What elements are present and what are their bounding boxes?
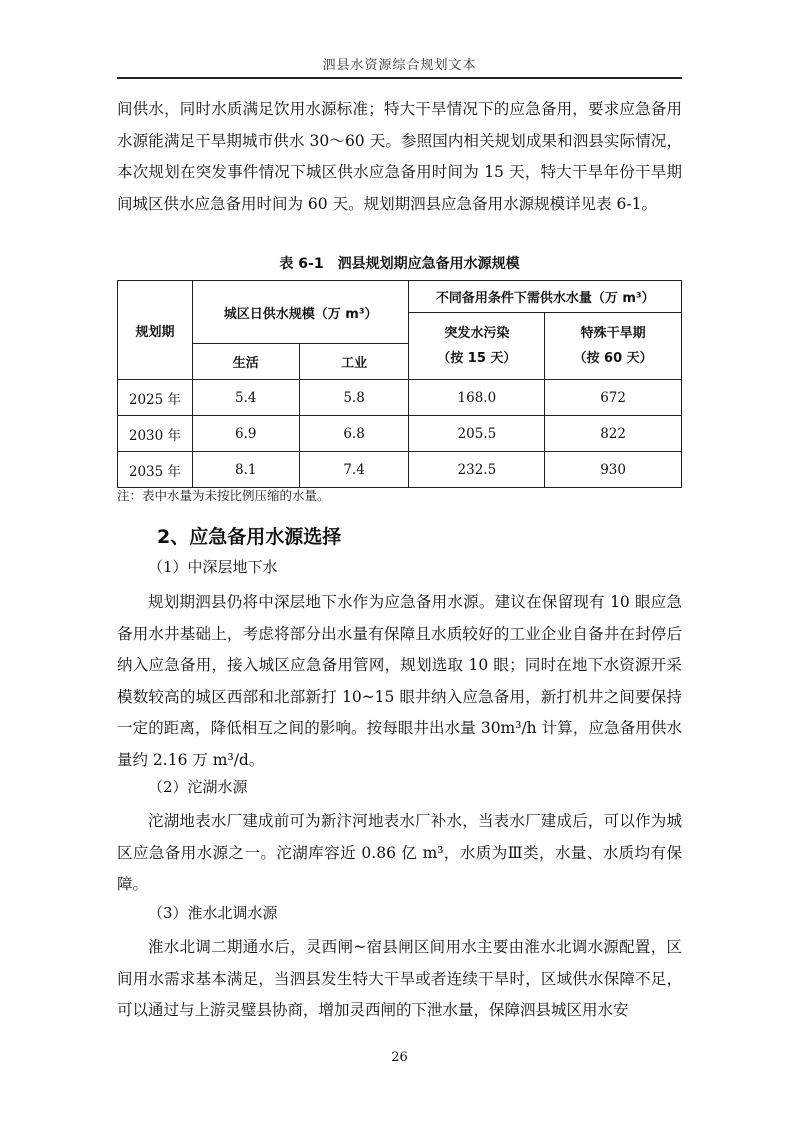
subsection-title-huaishui: （3）淮水北调水源 (148, 904, 278, 922)
table-row (118, 452, 682, 488)
table-caption: 表 6-1 泗县规划期应急备用水源规模 (279, 256, 520, 272)
page-header: 泗县水资源综合规划文本 (322, 58, 477, 73)
emergency-water-table (117, 280, 682, 488)
page-number: 26 (391, 1050, 408, 1065)
header-pollution (409, 313, 545, 380)
cell-life: 8.1 (192, 452, 299, 488)
cell-pollution: 168.0 (409, 380, 545, 416)
cell-pollution: 205.5 (409, 416, 545, 452)
section-title: 2、应急备用水源选择 (157, 526, 342, 548)
cell-industry: 7.4 (299, 452, 409, 488)
table-row (118, 380, 682, 416)
subsection-title-groundwater: （1）中深层地下水 (148, 558, 278, 576)
header-industry: 工业 (299, 344, 409, 380)
table-row (118, 416, 682, 452)
header-pollution-line2: （按 15 天） (437, 351, 517, 366)
header-rule (117, 77, 682, 79)
header-life: 生活 (192, 344, 299, 380)
cell-life: 6.9 (192, 416, 299, 452)
header-drought (545, 313, 682, 380)
cell-drought: 930 (545, 452, 682, 488)
cell-drought: 672 (545, 380, 682, 416)
header-daily-supply: 城区日供水规模（万 m³） (192, 281, 409, 344)
header-drought-line1: 特殊干旱期 (580, 326, 646, 341)
cell-industry: 5.8 (299, 380, 409, 416)
cell-drought: 822 (545, 416, 682, 452)
cell-pollution: 232.5 (409, 452, 545, 488)
paragraph-groundwater: 规划期泗县仍将中深层地下水作为应急备用水源。建议在保留现有 10 眼应急备用水井基础上，考虑将部分出水量有保障且水质较好的工业企业自备井在封停后纳入应急备用，接入城区应急备用管网，规划选取 10 眼；同时在地下水资源开采模数较高的城区西部和北部新打 10~15 眼井纳入应急备用，新打机井之间要保持一定的距离，降低相互之间的影响。按每眼井出水量 30m³/h 计算，应急备用供水量约 2.16 万 m³/d。 (117, 593, 682, 769)
header-period: 规划期 (118, 281, 193, 380)
table-note: 注：表中水量为未按比例压缩的水量。 (117, 488, 330, 503)
paragraph-continued: 间供水，同时水质满足饮用水源标准；特大干旱情况下的应急备用，要求应急备用水源能满足干旱期城市供水 30～60 天。参照国内相关规划成果和泗县实际情况，本次规划在突发事件情况下城区供水应急备用时间为 15 天，特大干旱年份干旱期间城区供水应急备用时间为 60 天。规划期泗县应急备用水源规模详见表 6-1。 (117, 100, 682, 213)
paragraph-tuohu: 沱湖地表水厂建成前可为新汴河地表水厂补水，当表水厂建成后，可以作为城区应急备用水源之一。沱湖库容近 0.86 亿 m³，水质为Ⅲ类，水量、水质均有保障。 (117, 812, 682, 893)
cell-life: 5.4 (192, 380, 299, 416)
header-drought-line2: （按 60 天） (573, 351, 653, 366)
header-required-volume: 不同备用条件下需供水水量（万 m³） (409, 281, 682, 313)
cell-period: 2025 年 (118, 380, 193, 416)
header-pollution-line1: 突发水污染 (444, 326, 510, 341)
cell-period: 2035 年 (118, 452, 193, 488)
subsection-title-tuohu: （2）沱湖水源 (148, 778, 248, 796)
paragraph-huaishui: 淮水北调二期通水后，灵西闸~宿县闸区间用水主要由淮水北调水源配置，区间用水需求基本满足，当泗县发生特大干旱或者连续干旱时，区域供水保障不足，可以通过与上游灵璧县协商，增加灵西闸的下泄水量，保障泗县城区用水安 (117, 938, 682, 1019)
cell-period: 2030 年 (118, 416, 193, 452)
cell-industry: 6.8 (299, 416, 409, 452)
